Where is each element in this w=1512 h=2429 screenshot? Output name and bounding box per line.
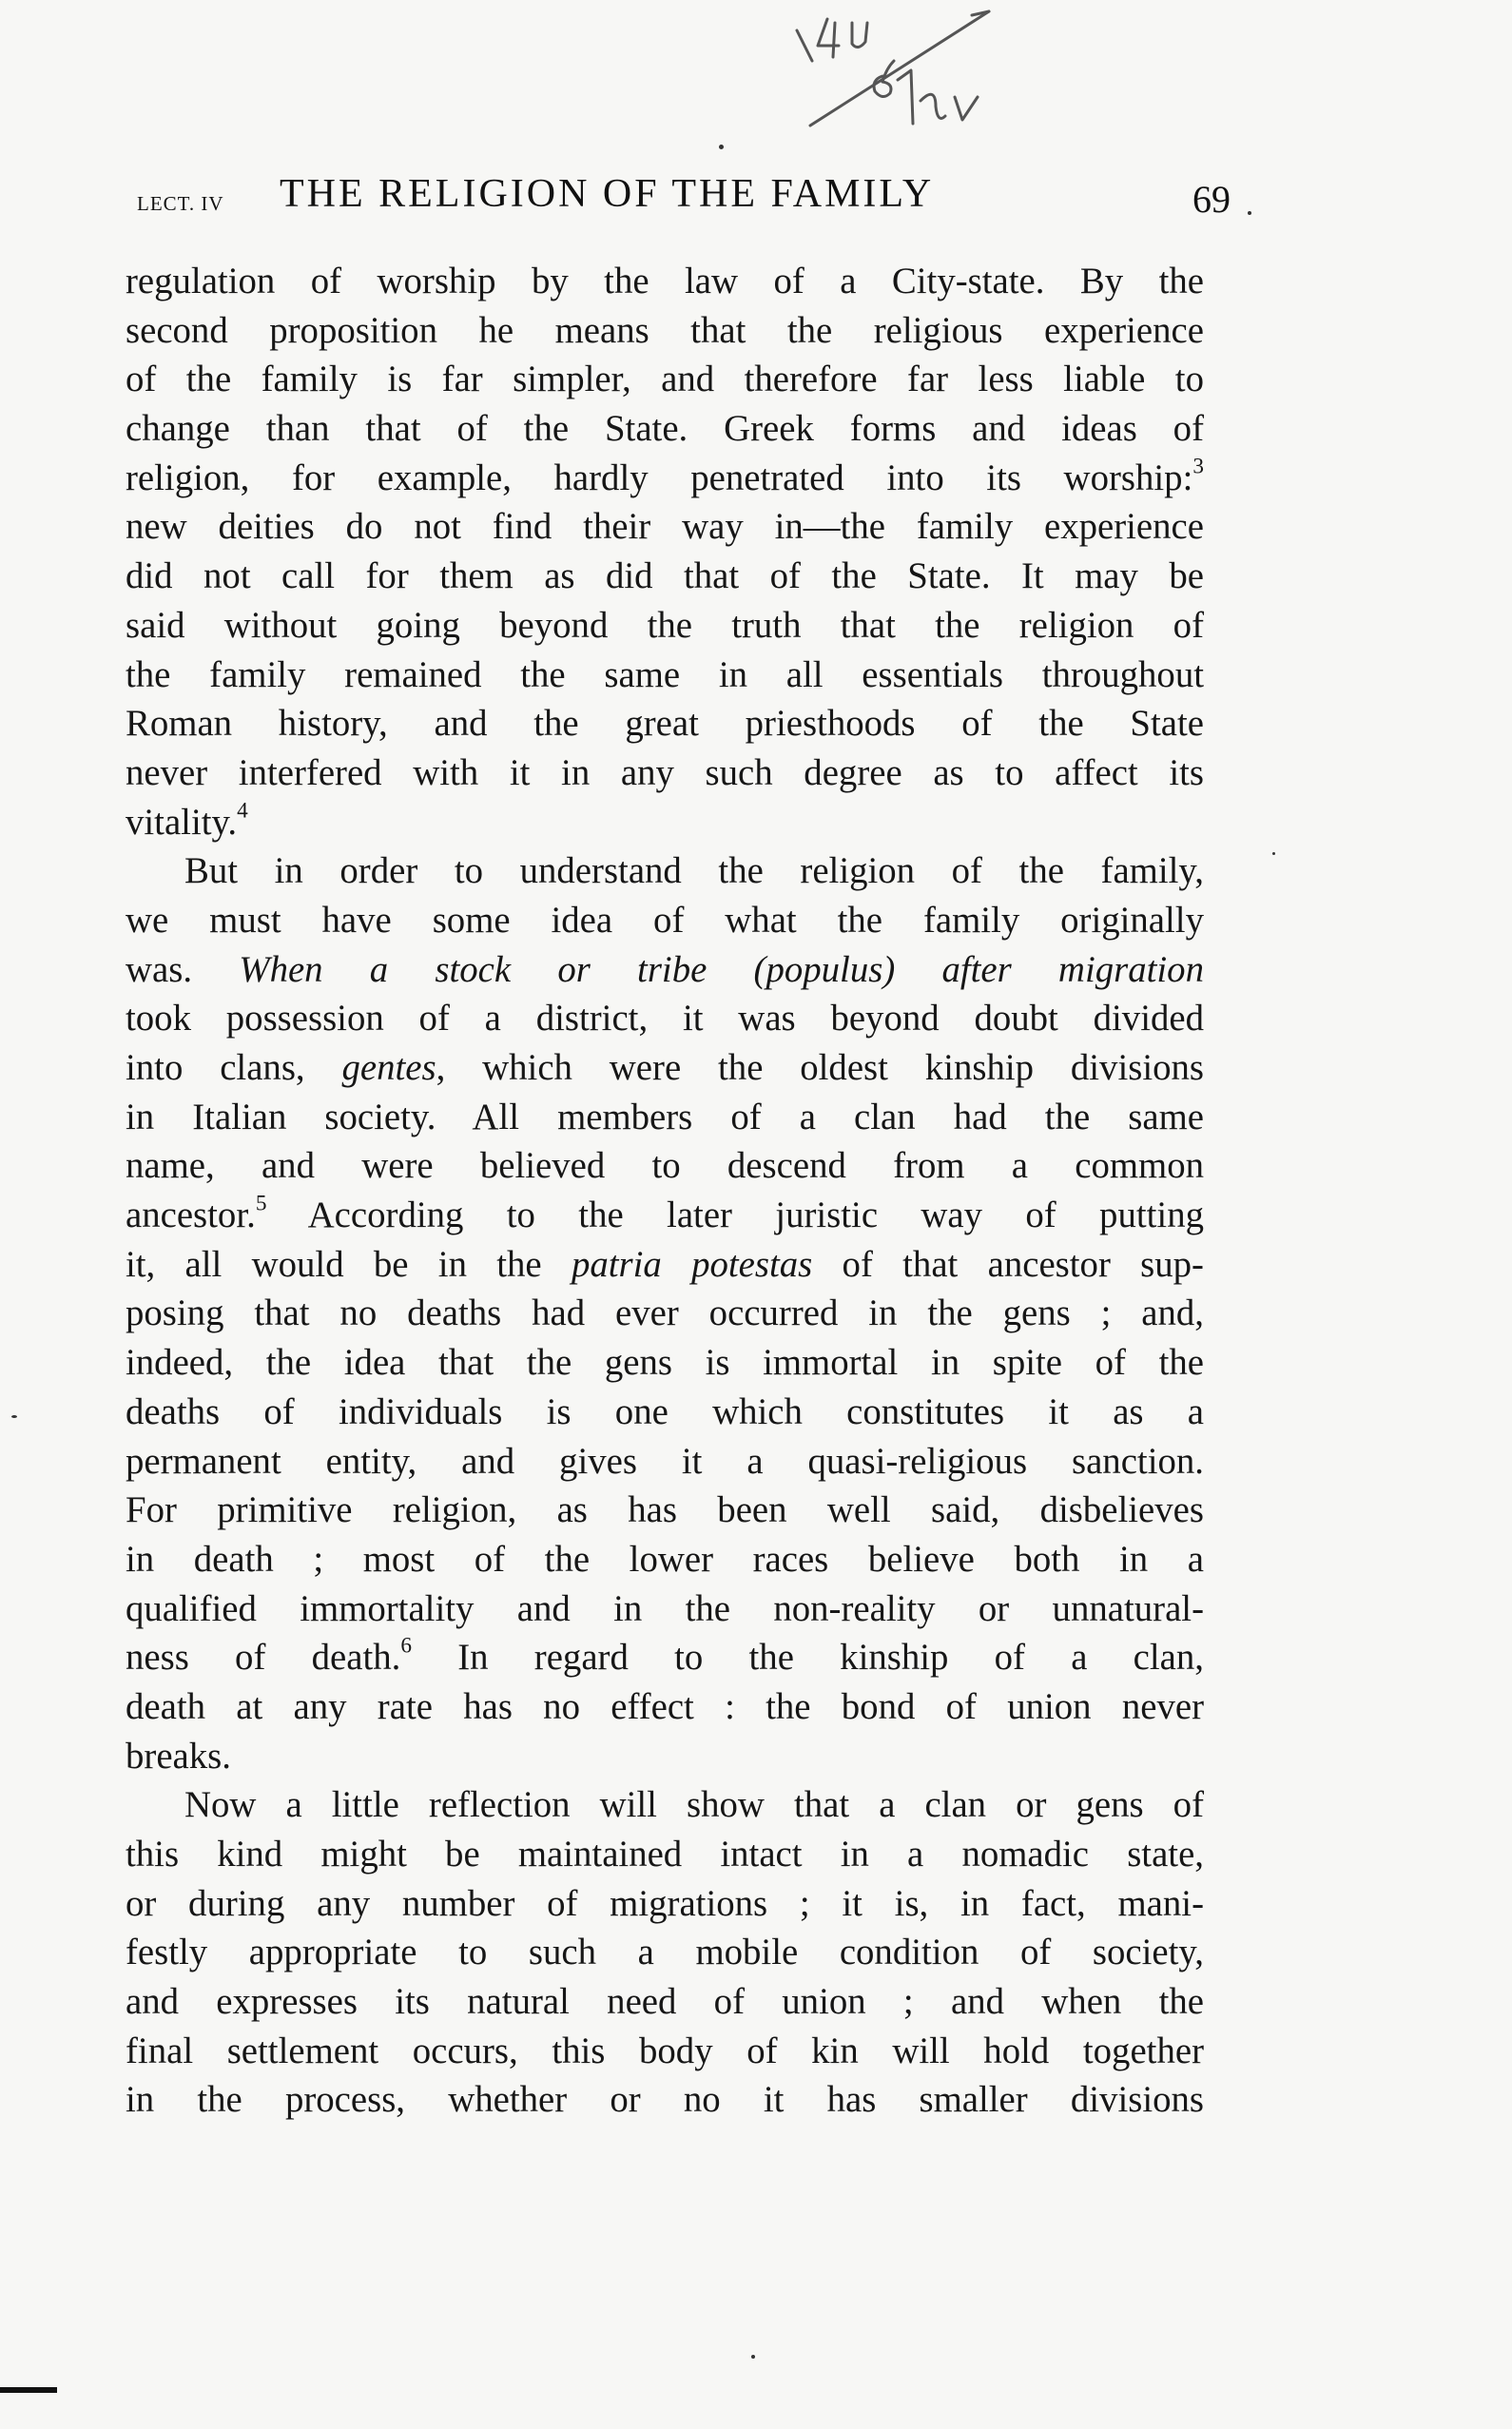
text-line: was. When a stock or tribe (populus) after migration <box>126 948 1204 990</box>
running-head-title: THE RELIGION OF THE FAMILY <box>280 172 935 216</box>
text-line: we must have some idea of what the family originally <box>126 899 1204 941</box>
text-line: into clans, gentes, which were the oldest kinship divisions <box>126 1047 1204 1088</box>
scan-speck <box>751 2355 755 2359</box>
text-line: breaks. <box>126 1735 231 1777</box>
text-line: name, and were believed to descend from a common <box>126 1145 1204 1187</box>
text-line: regulation of worship by the law of a City-state. By the <box>126 261 1204 301</box>
text-line: the family remained the same in all essentials throughout <box>126 653 1204 695</box>
text-line: festly appropriate to such a mobile condition of society, <box>126 1932 1204 1973</box>
text-line: death at any rate has no effect : the bond of union never <box>126 1685 1204 1727</box>
text-line: in the process, whether or no it has smaller divisions <box>126 2079 1204 2121</box>
text-line: of the family is far simpler, and therefore far less liable to <box>126 359 1204 400</box>
text-line: indeed, the idea that the gens is immortal in spite of the <box>126 1342 1204 1384</box>
text-line: said without going beyond the truth that the religion of <box>126 604 1204 646</box>
text-line: or during any number of migrations ; it is, in fact, mani- <box>126 1882 1204 1924</box>
page-number: 69 <box>1192 178 1231 221</box>
text-line: new deities do not find their way in—the family experience <box>126 506 1204 548</box>
footnote-ref: 5 <box>255 1191 267 1216</box>
footnote-ref: 6 <box>400 1633 412 1659</box>
text-line: this kind might be maintained intact in a nomadic state, <box>126 1834 1204 1875</box>
text-line: Now a little reflection will show that a clan or gens of <box>184 1784 1204 1826</box>
footnote-ref: 4 <box>237 798 248 824</box>
text-line: deaths of individuals is one which constitutes it as a <box>126 1390 1204 1432</box>
text-line: For primitive religion, as has been well said, disbelieves <box>126 1489 1204 1531</box>
text-line: ancestor.$^5$ According to the later juristic way of putting <box>126 1191 1204 1236</box>
text-line: change than that of the State. Greek forms and ideas of <box>126 408 1204 450</box>
text-line: Roman history, and the great priesthoods of the State <box>126 703 1204 745</box>
text-line: did not call for them as did that of the State. It may be <box>126 555 1204 597</box>
text-line: religion, for example, hardly penetrated into its worship:$^3$ <box>126 454 1204 498</box>
footnote-ref: 3 <box>1192 454 1204 479</box>
scan-speck <box>1272 852 1275 855</box>
text-line: posing that no deaths had ever occurred in the gens ; and, <box>126 1292 1204 1334</box>
text-line: second proposition he means that the religious experience <box>126 309 1204 351</box>
running-head-section: LECT. IV <box>137 192 224 215</box>
text-line: qualified immortality and in the non-reality or unnatural- <box>126 1587 1204 1629</box>
text-line: and expresses its natural need of union ; and when the <box>126 1981 1204 2023</box>
scan-edge-mark <box>0 2387 57 2393</box>
text-line: vitality.$^4$ <box>126 798 248 843</box>
text-line: in Italian society. All members of a clan had the same <box>126 1096 1204 1137</box>
scan-speck <box>1248 211 1251 215</box>
body-text <box>126 257 1204 2125</box>
text-line: ness of death.$^6$ In regard to the kinship of a clan, <box>126 1633 1205 1679</box>
text-line: final settlement occurs, this body of kin will hold together <box>126 2030 1204 2071</box>
handwritten-annotation-drawing <box>768 2 997 145</box>
text-line: it, all would be in the patria potestas of that ancestor sup- <box>126 1243 1204 1285</box>
running-head <box>137 171 1231 224</box>
handwritten-annotation <box>768 2 997 145</box>
scan-speck <box>719 145 724 149</box>
text-line: never interfered with it in any such degree as to affect its <box>126 751 1204 793</box>
text-line: took possession of a district, it was beyond doubt divided <box>126 998 1204 1040</box>
text-line: permanent entity, and gives it a quasi-religious sanction. <box>126 1440 1204 1482</box>
text-line: But in order to understand the religion of the family, <box>184 850 1204 892</box>
scan-speck <box>11 1415 17 1418</box>
text-line: in death ; most of the lower races believe both in a <box>126 1538 1204 1580</box>
